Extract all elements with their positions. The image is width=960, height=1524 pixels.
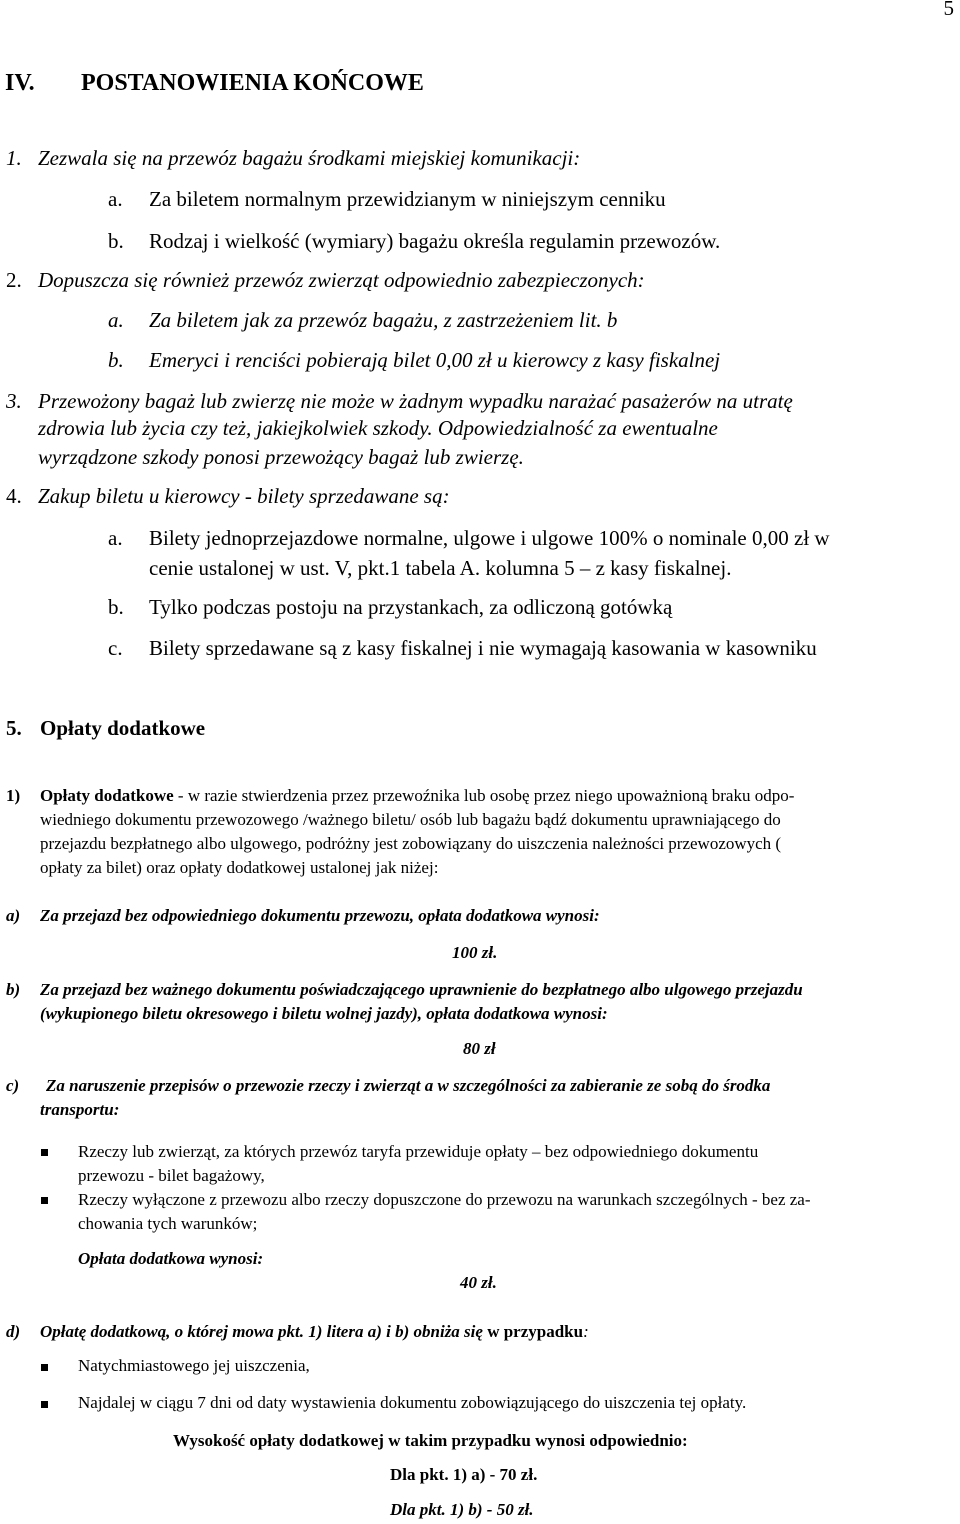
fees-paragraph-line4: opłaty za bilet) oraz opłaty dodatkowej ustalonej jak niżej: — [40, 858, 439, 877]
item-4c-marker: c. — [108, 636, 123, 660]
bullet-marker — [41, 1149, 48, 1156]
fee-d-colon: : — [583, 1322, 589, 1341]
fee-c-label: Opłata dodatkowa wynosi: — [78, 1249, 264, 1268]
item-5-number: 5. — [6, 716, 22, 740]
summary-line2: Dla pkt. 1) b) - 50 zł. — [390, 1500, 534, 1519]
item-2-number: 2. — [6, 268, 22, 292]
fee-d-text-bold: w przypadku — [482, 1322, 584, 1341]
item-4c — [108, 636, 817, 661]
item-3-line3: wyrządzone szkody ponosi przewożący bagaż lub zwierzę. — [38, 445, 524, 469]
item-4 — [6, 484, 450, 509]
fee-a-marker: a) — [6, 906, 21, 925]
fee-c-line1: Za naruszenie przepisów o przewozie rzeczy i zwierząt a w szczególności za zabieranie ze sobą do środka — [46, 1076, 771, 1095]
fee-b — [6, 980, 803, 1000]
fee-c-marker: c) — [6, 1076, 20, 1095]
item-2a-text: Za biletem jak za przewóz bagażu, z zastrzeżeniem lit. b — [149, 308, 618, 332]
item-4a-line1: Bilety jednoprzejazdowe normalne, ulgowe i ulgowe 100% o nominale 0,00 zł w — [149, 526, 830, 550]
fee-a — [6, 906, 600, 926]
item-2a — [108, 308, 618, 333]
fee-d-text: Opłatę dodatkową, o której mowa pkt. 1) litera a) i b) obniża się — [40, 1322, 483, 1341]
bullet-marker — [41, 1197, 48, 1204]
item-2 — [6, 268, 645, 293]
item-2b — [108, 348, 721, 373]
item-1-number: 1. — [6, 146, 22, 170]
bullet-marker — [41, 1401, 48, 1408]
fee-c-bullet1-line1: Rzeczy lub zwierząt, za których przewóz taryfa przewiduje opłaty – bez odpowiedniego dokumentu — [78, 1142, 759, 1161]
item-1b-text: Rodzaj i wielkość (wymiary) bagażu określa regulamin przewozów. — [149, 229, 721, 253]
heading-title: POSTANOWIENIA KOŃCOWE — [81, 70, 424, 96]
fee-c-bullet1-line2: przewozu - bilet bagażowy, — [78, 1166, 265, 1185]
item-1b — [108, 229, 721, 254]
page-number: 5 — [943, 0, 954, 20]
item-1a-text: Za biletem normalnym przewidzianym w niniejszym cenniku — [149, 187, 666, 211]
fee-a-amount: 100 zł. — [452, 943, 498, 962]
fee-b-line1: Za przejazd bez ważnego dokumentu poświadczającego uprawnienie do bezpłatnego albo ulgowego przejazdu — [40, 980, 803, 999]
item-4-number: 4. — [6, 484, 22, 508]
item-2b-text: Emeryci i renciści pobierają bilet 0,00 zł u kierowcy z kasy fiskalnej — [149, 348, 721, 372]
fee-c-line2: transportu: — [40, 1100, 120, 1119]
item-4c-text: Bilety sprzedawane są z kasy fiskalnej i nie wymagają kasowania w kasowniku — [149, 636, 817, 660]
fee-c-amount: 40 zł. — [460, 1273, 497, 1292]
item-4b — [108, 595, 673, 620]
item-2a-marker: a. — [108, 308, 124, 332]
item-1a-marker: a. — [108, 187, 123, 211]
item-1-text: Zezwala się na przewóz bagażu środkami miejskiej komunikacji: — [38, 146, 581, 170]
fee-b-line2: (wykupionego biletu okresowego i biletu wolnej jazdy), opłata dodatkowa wynosi: — [40, 1004, 608, 1023]
item-3-line1: Przewożony bagaż lub zwierzę nie może w żadnym wypadku narażać pasażerów na utratę — [38, 389, 793, 413]
item-1 — [6, 146, 581, 171]
fee-c-bullet2-line2: chowania tych warunków; — [78, 1214, 258, 1233]
item-3 — [6, 389, 793, 414]
fee-d — [6, 1322, 589, 1342]
fee-d-bullet1: Natychmiastowego jej uiszczenia, — [78, 1356, 310, 1375]
bullet-marker — [41, 1364, 48, 1371]
item-5-title: Opłaty dodatkowe — [40, 716, 206, 740]
item-5-heading — [6, 716, 206, 741]
fee-c-bullet2-line1: Rzeczy wyłączone z przewozu albo rzeczy dopuszczone do przewozu na warunkach szczególnych - bez za- — [78, 1190, 811, 1209]
fees-paragraph-line3: przejazdu bezpłatnego albo ulgowego, podróżny jest zobowiązany do uiszczenia należności przewozowych ( — [40, 834, 782, 853]
section-heading — [5, 70, 424, 97]
item-3-line2: zdrowia lub życia czy też, jakiejkolwiek szkody. Odpowiedzialność za ewentualne — [38, 416, 718, 440]
fees-paragraph-number: 1) — [6, 786, 21, 805]
fees-paragraph-text: - w razie stwierdzenia przez przewoźnika lub osobę przez niego upoważnioną braku odpo- — [173, 786, 795, 805]
fee-a-text: Za przejazd bez odpowiedniego dokumentu przewozu, opłata dodatkowa wynosi: — [40, 906, 600, 925]
item-2-text: Dopuszcza się również przewóz zwierząt odpowiednio zabezpieczonych: — [38, 268, 645, 292]
summary-line1: Dla pkt. 1) a) - 70 zł. — [390, 1465, 538, 1484]
summary-title: Wysokość opłaty dodatkowej w takim przypadku wynosi odpowiednio: — [173, 1431, 688, 1450]
item-1b-marker: b. — [108, 229, 124, 253]
heading-number: IV. — [5, 70, 35, 96]
fees-paragraph-line1 — [6, 786, 795, 806]
item-4a — [108, 526, 830, 551]
fee-b-amount: 80 zł — [463, 1039, 496, 1058]
item-4a-marker: a. — [108, 526, 123, 550]
fees-paragraph-line2: wiedniego dokumentu przewozowego /ważnego biletu/ osób lub bagażu bądź dokumentu uprawniającego do — [40, 810, 781, 829]
fee-d-bullet2: Najdalej w ciągu 7 dni od daty wystawienia dokumentu zobowiązującego do uiszczenia tej opłaty. — [78, 1393, 747, 1412]
fees-paragraph-bold: Opłaty dodatkowe — [40, 786, 174, 805]
item-1a — [108, 187, 666, 212]
fee-d-marker: d) — [6, 1322, 21, 1341]
item-2b-marker: b. — [108, 348, 124, 372]
item-4b-marker: b. — [108, 595, 124, 619]
item-4b-text: Tylko podczas postoju na przystankach, za odliczoną gotówką — [149, 595, 673, 619]
fee-b-marker: b) — [6, 980, 21, 999]
fee-c — [6, 1076, 771, 1096]
item-4-text: Zakup biletu u kierowcy - bilety sprzedawane są: — [38, 484, 450, 508]
item-3-number: 3. — [6, 389, 22, 413]
item-4a-line2: cenie ustalonej w ust. V, pkt.1 tabela A. kolumna 5 – z kasy fiskalnej. — [149, 556, 732, 580]
